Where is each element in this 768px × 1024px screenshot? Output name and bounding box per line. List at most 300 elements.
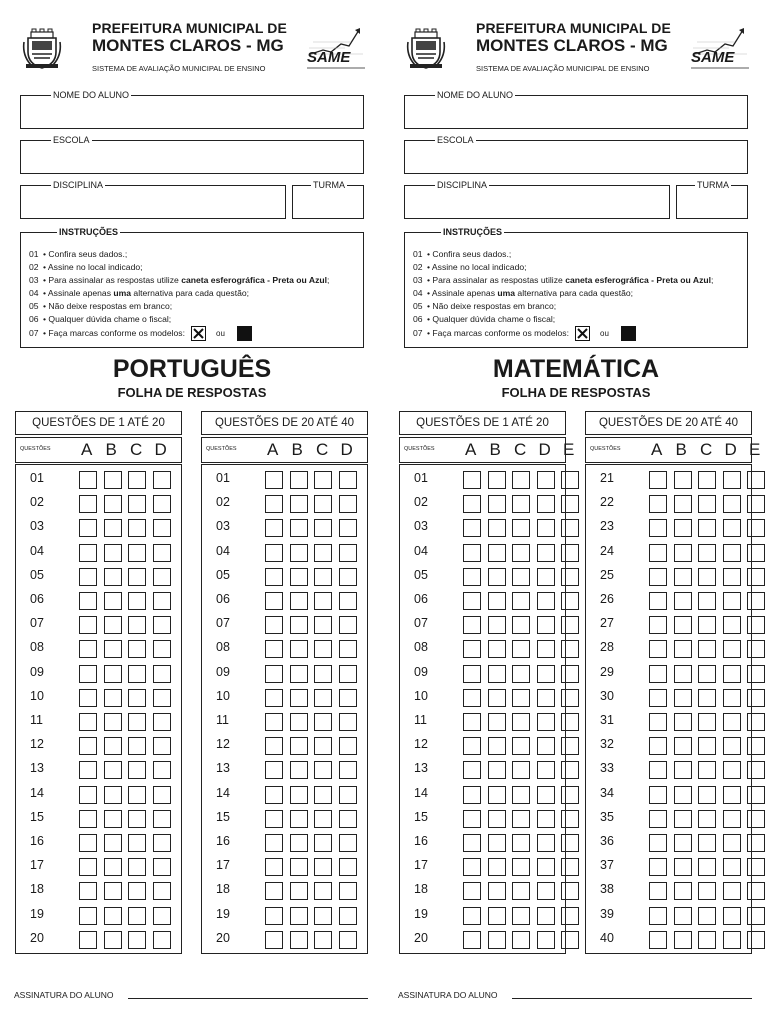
answer-bubble-a[interactable]	[463, 592, 481, 610]
answer-bubble-b[interactable]	[488, 519, 506, 537]
answer-bubble-c[interactable]	[698, 810, 716, 828]
answer-bubble-d[interactable]	[723, 834, 741, 852]
answer-bubble-e[interactable]	[747, 616, 765, 634]
answer-bubble-b[interactable]	[674, 858, 692, 876]
answer-bubble-e[interactable]	[561, 689, 579, 707]
answer-bubble-d[interactable]	[723, 568, 741, 586]
answer-bubble-e[interactable]	[747, 834, 765, 852]
answer-bubble-c[interactable]	[314, 786, 332, 804]
answer-bubble-d[interactable]	[153, 592, 171, 610]
answer-bubble-c[interactable]	[314, 640, 332, 658]
answer-bubble-c[interactable]	[698, 713, 716, 731]
answer-bubble-c[interactable]	[512, 737, 530, 755]
answer-bubble-c[interactable]	[512, 931, 530, 949]
answer-bubble-c[interactable]	[698, 737, 716, 755]
answer-bubble-a[interactable]	[649, 858, 667, 876]
answer-bubble-d[interactable]	[339, 931, 357, 949]
answer-bubble-e[interactable]	[747, 519, 765, 537]
answer-bubble-c[interactable]	[512, 761, 530, 779]
answer-bubble-d[interactable]	[537, 640, 555, 658]
answer-bubble-d[interactable]	[339, 471, 357, 489]
answer-bubble-d[interactable]	[153, 858, 171, 876]
answer-bubble-d[interactable]	[153, 544, 171, 562]
answer-bubble-a[interactable]	[79, 761, 97, 779]
answer-bubble-d[interactable]	[723, 858, 741, 876]
answer-bubble-b[interactable]	[290, 810, 308, 828]
answer-bubble-d[interactable]	[339, 665, 357, 683]
answer-bubble-b[interactable]	[290, 713, 308, 731]
answer-bubble-a[interactable]	[79, 689, 97, 707]
answer-bubble-d[interactable]	[537, 665, 555, 683]
answer-bubble-d[interactable]	[723, 495, 741, 513]
answer-bubble-a[interactable]	[463, 858, 481, 876]
answer-bubble-e[interactable]	[561, 713, 579, 731]
answer-bubble-a[interactable]	[649, 640, 667, 658]
answer-bubble-b[interactable]	[674, 592, 692, 610]
answer-bubble-a[interactable]	[649, 592, 667, 610]
school-field[interactable]	[20, 135, 364, 174]
answer-bubble-a[interactable]	[463, 471, 481, 489]
answer-bubble-b[interactable]	[290, 665, 308, 683]
answer-bubble-a[interactable]	[265, 471, 283, 489]
answer-bubble-c[interactable]	[314, 713, 332, 731]
answer-bubble-d[interactable]	[153, 786, 171, 804]
answer-bubble-b[interactable]	[674, 665, 692, 683]
answer-bubble-e[interactable]	[561, 544, 579, 562]
answer-bubble-a[interactable]	[265, 810, 283, 828]
answer-bubble-a[interactable]	[79, 568, 97, 586]
answer-bubble-a[interactable]	[463, 495, 481, 513]
answer-bubble-b[interactable]	[290, 689, 308, 707]
answer-bubble-a[interactable]	[79, 544, 97, 562]
answer-bubble-d[interactable]	[339, 882, 357, 900]
answer-bubble-a[interactable]	[463, 810, 481, 828]
answer-bubble-b[interactable]	[290, 931, 308, 949]
answer-bubble-b[interactable]	[674, 882, 692, 900]
answer-bubble-b[interactable]	[290, 640, 308, 658]
class-field[interactable]	[676, 180, 748, 219]
answer-bubble-b[interactable]	[290, 471, 308, 489]
answer-bubble-c[interactable]	[314, 810, 332, 828]
answer-bubble-a[interactable]	[463, 519, 481, 537]
answer-bubble-c[interactable]	[314, 665, 332, 683]
answer-bubble-c[interactable]	[698, 519, 716, 537]
answer-bubble-b[interactable]	[674, 737, 692, 755]
answer-bubble-e[interactable]	[747, 858, 765, 876]
answer-bubble-b[interactable]	[104, 834, 122, 852]
answer-bubble-a[interactable]	[265, 737, 283, 755]
answer-bubble-b[interactable]	[290, 737, 308, 755]
answer-bubble-d[interactable]	[153, 519, 171, 537]
answer-bubble-a[interactable]	[463, 907, 481, 925]
answer-bubble-a[interactable]	[649, 713, 667, 731]
answer-bubble-b[interactable]	[488, 689, 506, 707]
answer-bubble-c[interactable]	[698, 640, 716, 658]
answer-bubble-a[interactable]	[79, 907, 97, 925]
discipline-field[interactable]	[404, 180, 670, 219]
answer-bubble-b[interactable]	[674, 713, 692, 731]
answer-bubble-d[interactable]	[723, 471, 741, 489]
answer-bubble-d[interactable]	[339, 495, 357, 513]
answer-bubble-b[interactable]	[104, 471, 122, 489]
answer-bubble-d[interactable]	[723, 616, 741, 634]
answer-bubble-c[interactable]	[512, 907, 530, 925]
answer-bubble-c[interactable]	[512, 882, 530, 900]
answer-bubble-e[interactable]	[561, 858, 579, 876]
answer-bubble-c[interactable]	[698, 858, 716, 876]
class-field[interactable]	[292, 180, 364, 219]
answer-bubble-b[interactable]	[290, 592, 308, 610]
answer-bubble-a[interactable]	[649, 616, 667, 634]
answer-bubble-c[interactable]	[698, 689, 716, 707]
answer-bubble-b[interactable]	[488, 568, 506, 586]
answer-bubble-c[interactable]	[128, 810, 146, 828]
answer-bubble-e[interactable]	[561, 568, 579, 586]
answer-bubble-a[interactable]	[463, 616, 481, 634]
answer-bubble-c[interactable]	[128, 616, 146, 634]
answer-bubble-b[interactable]	[104, 713, 122, 731]
answer-bubble-a[interactable]	[463, 737, 481, 755]
answer-bubble-b[interactable]	[674, 810, 692, 828]
answer-bubble-a[interactable]	[79, 786, 97, 804]
answer-bubble-a[interactable]	[265, 519, 283, 537]
signature-line[interactable]	[512, 998, 752, 999]
answer-bubble-d[interactable]	[537, 471, 555, 489]
answer-bubble-b[interactable]	[290, 834, 308, 852]
answer-bubble-c[interactable]	[128, 786, 146, 804]
answer-bubble-b[interactable]	[104, 689, 122, 707]
answer-bubble-a[interactable]	[79, 858, 97, 876]
answer-bubble-c[interactable]	[698, 544, 716, 562]
answer-bubble-d[interactable]	[339, 907, 357, 925]
answer-bubble-a[interactable]	[649, 882, 667, 900]
answer-bubble-a[interactable]	[79, 519, 97, 537]
answer-bubble-a[interactable]	[79, 665, 97, 683]
answer-bubble-d[interactable]	[723, 737, 741, 755]
answer-bubble-a[interactable]	[463, 713, 481, 731]
answer-bubble-a[interactable]	[463, 665, 481, 683]
answer-bubble-a[interactable]	[649, 931, 667, 949]
answer-bubble-d[interactable]	[723, 810, 741, 828]
answer-bubble-d[interactable]	[339, 834, 357, 852]
answer-bubble-a[interactable]	[649, 568, 667, 586]
answer-bubble-c[interactable]	[512, 834, 530, 852]
answer-bubble-a[interactable]	[463, 640, 481, 658]
answer-bubble-d[interactable]	[537, 907, 555, 925]
answer-bubble-a[interactable]	[463, 834, 481, 852]
answer-bubble-b[interactable]	[104, 544, 122, 562]
answer-bubble-b[interactable]	[488, 761, 506, 779]
answer-bubble-c[interactable]	[512, 544, 530, 562]
answer-bubble-c[interactable]	[698, 616, 716, 634]
answer-bubble-e[interactable]	[561, 907, 579, 925]
answer-bubble-c[interactable]	[512, 592, 530, 610]
answer-bubble-a[interactable]	[265, 689, 283, 707]
answer-bubble-b[interactable]	[104, 907, 122, 925]
answer-bubble-d[interactable]	[339, 737, 357, 755]
answer-bubble-d[interactable]	[723, 689, 741, 707]
answer-bubble-b[interactable]	[290, 761, 308, 779]
answer-bubble-b[interactable]	[104, 810, 122, 828]
answer-bubble-b[interactable]	[104, 882, 122, 900]
answer-bubble-e[interactable]	[747, 737, 765, 755]
answer-bubble-b[interactable]	[674, 568, 692, 586]
answer-bubble-a[interactable]	[649, 544, 667, 562]
answer-bubble-d[interactable]	[339, 786, 357, 804]
answer-bubble-c[interactable]	[128, 907, 146, 925]
answer-bubble-e[interactable]	[747, 471, 765, 489]
answer-bubble-a[interactable]	[79, 810, 97, 828]
answer-bubble-c[interactable]	[314, 568, 332, 586]
answer-bubble-e[interactable]	[561, 495, 579, 513]
answer-bubble-b[interactable]	[674, 471, 692, 489]
answer-bubble-b[interactable]	[674, 931, 692, 949]
answer-bubble-b[interactable]	[488, 907, 506, 925]
answer-bubble-e[interactable]	[561, 640, 579, 658]
answer-bubble-b[interactable]	[488, 640, 506, 658]
answer-bubble-d[interactable]	[339, 713, 357, 731]
answer-bubble-e[interactable]	[561, 882, 579, 900]
answer-bubble-d[interactable]	[723, 882, 741, 900]
answer-bubble-e[interactable]	[747, 761, 765, 779]
answer-bubble-c[interactable]	[512, 665, 530, 683]
answer-bubble-c[interactable]	[128, 568, 146, 586]
answer-bubble-d[interactable]	[153, 689, 171, 707]
answer-bubble-d[interactable]	[153, 907, 171, 925]
answer-bubble-a[interactable]	[649, 907, 667, 925]
answer-bubble-b[interactable]	[488, 810, 506, 828]
answer-bubble-d[interactable]	[339, 616, 357, 634]
answer-bubble-d[interactable]	[339, 761, 357, 779]
answer-bubble-d[interactable]	[537, 616, 555, 634]
answer-bubble-c[interactable]	[698, 882, 716, 900]
answer-bubble-a[interactable]	[79, 834, 97, 852]
answer-bubble-d[interactable]	[153, 761, 171, 779]
answer-bubble-b[interactable]	[104, 616, 122, 634]
answer-bubble-b[interactable]	[488, 471, 506, 489]
answer-bubble-a[interactable]	[649, 519, 667, 537]
answer-bubble-b[interactable]	[104, 495, 122, 513]
answer-bubble-c[interactable]	[698, 931, 716, 949]
answer-bubble-a[interactable]	[649, 495, 667, 513]
answer-bubble-a[interactable]	[463, 568, 481, 586]
answer-bubble-b[interactable]	[290, 858, 308, 876]
answer-bubble-c[interactable]	[314, 761, 332, 779]
answer-bubble-a[interactable]	[265, 616, 283, 634]
answer-bubble-d[interactable]	[153, 495, 171, 513]
answer-bubble-a[interactable]	[265, 495, 283, 513]
answer-bubble-a[interactable]	[463, 544, 481, 562]
answer-bubble-d[interactable]	[339, 810, 357, 828]
answer-bubble-d[interactable]	[723, 907, 741, 925]
answer-bubble-c[interactable]	[128, 592, 146, 610]
answer-bubble-b[interactable]	[290, 616, 308, 634]
answer-bubble-d[interactable]	[723, 544, 741, 562]
answer-bubble-d[interactable]	[723, 665, 741, 683]
answer-bubble-a[interactable]	[265, 568, 283, 586]
answer-bubble-d[interactable]	[153, 471, 171, 489]
answer-bubble-b[interactable]	[488, 495, 506, 513]
answer-bubble-c[interactable]	[128, 689, 146, 707]
answer-bubble-a[interactable]	[463, 786, 481, 804]
answer-bubble-d[interactable]	[723, 931, 741, 949]
answer-bubble-e[interactable]	[747, 713, 765, 731]
answer-bubble-a[interactable]	[265, 761, 283, 779]
answer-bubble-b[interactable]	[104, 737, 122, 755]
answer-bubble-e[interactable]	[747, 810, 765, 828]
answer-bubble-c[interactable]	[698, 592, 716, 610]
answer-bubble-d[interactable]	[537, 786, 555, 804]
answer-bubble-c[interactable]	[698, 761, 716, 779]
answer-bubble-d[interactable]	[153, 616, 171, 634]
answer-bubble-b[interactable]	[290, 544, 308, 562]
answer-bubble-d[interactable]	[537, 737, 555, 755]
answer-bubble-e[interactable]	[561, 931, 579, 949]
answer-bubble-c[interactable]	[314, 689, 332, 707]
answer-bubble-a[interactable]	[265, 907, 283, 925]
answer-bubble-c[interactable]	[512, 471, 530, 489]
signature-line[interactable]	[128, 998, 368, 999]
answer-bubble-b[interactable]	[290, 786, 308, 804]
answer-bubble-e[interactable]	[747, 882, 765, 900]
answer-bubble-a[interactable]	[649, 834, 667, 852]
answer-bubble-a[interactable]	[649, 761, 667, 779]
answer-bubble-a[interactable]	[265, 882, 283, 900]
answer-bubble-d[interactable]	[153, 737, 171, 755]
answer-bubble-d[interactable]	[537, 882, 555, 900]
answer-bubble-c[interactable]	[128, 737, 146, 755]
answer-bubble-b[interactable]	[488, 665, 506, 683]
answer-bubble-d[interactable]	[723, 640, 741, 658]
answer-bubble-e[interactable]	[561, 665, 579, 683]
answer-bubble-d[interactable]	[537, 495, 555, 513]
answer-bubble-d[interactable]	[153, 882, 171, 900]
answer-bubble-d[interactable]	[537, 858, 555, 876]
answer-bubble-d[interactable]	[537, 544, 555, 562]
answer-bubble-c[interactable]	[314, 931, 332, 949]
answer-bubble-b[interactable]	[674, 544, 692, 562]
answer-bubble-d[interactable]	[339, 568, 357, 586]
answer-bubble-b[interactable]	[674, 616, 692, 634]
student-name-field[interactable]	[20, 90, 364, 129]
answer-bubble-b[interactable]	[290, 568, 308, 586]
answer-bubble-b[interactable]	[104, 640, 122, 658]
answer-bubble-a[interactable]	[649, 689, 667, 707]
answer-bubble-d[interactable]	[339, 640, 357, 658]
answer-bubble-a[interactable]	[463, 689, 481, 707]
answer-bubble-d[interactable]	[537, 761, 555, 779]
answer-bubble-d[interactable]	[339, 519, 357, 537]
answer-bubble-b[interactable]	[104, 568, 122, 586]
answer-bubble-e[interactable]	[561, 761, 579, 779]
answer-bubble-e[interactable]	[561, 810, 579, 828]
answer-bubble-c[interactable]	[128, 544, 146, 562]
school-field[interactable]	[404, 135, 748, 174]
answer-bubble-c[interactable]	[698, 471, 716, 489]
answer-bubble-b[interactable]	[488, 931, 506, 949]
answer-bubble-e[interactable]	[747, 931, 765, 949]
answer-bubble-a[interactable]	[265, 640, 283, 658]
answer-bubble-d[interactable]	[723, 761, 741, 779]
answer-bubble-c[interactable]	[314, 907, 332, 925]
answer-bubble-a[interactable]	[265, 834, 283, 852]
answer-bubble-d[interactable]	[339, 858, 357, 876]
answer-bubble-a[interactable]	[463, 761, 481, 779]
answer-bubble-c[interactable]	[128, 834, 146, 852]
answer-bubble-c[interactable]	[128, 495, 146, 513]
answer-bubble-d[interactable]	[537, 713, 555, 731]
answer-bubble-c[interactable]	[128, 471, 146, 489]
answer-bubble-a[interactable]	[649, 737, 667, 755]
answer-bubble-c[interactable]	[512, 495, 530, 513]
answer-bubble-b[interactable]	[488, 616, 506, 634]
answer-bubble-c[interactable]	[512, 689, 530, 707]
answer-bubble-b[interactable]	[488, 737, 506, 755]
answer-bubble-a[interactable]	[265, 931, 283, 949]
answer-bubble-b[interactable]	[674, 907, 692, 925]
answer-bubble-b[interactable]	[674, 786, 692, 804]
answer-bubble-d[interactable]	[723, 786, 741, 804]
answer-bubble-c[interactable]	[314, 737, 332, 755]
answer-bubble-b[interactable]	[104, 858, 122, 876]
answer-bubble-a[interactable]	[79, 592, 97, 610]
answer-bubble-e[interactable]	[747, 640, 765, 658]
answer-bubble-d[interactable]	[537, 834, 555, 852]
answer-bubble-d[interactable]	[723, 519, 741, 537]
answer-bubble-c[interactable]	[698, 834, 716, 852]
answer-bubble-c[interactable]	[128, 761, 146, 779]
answer-bubble-c[interactable]	[512, 568, 530, 586]
answer-bubble-c[interactable]	[128, 931, 146, 949]
answer-bubble-c[interactable]	[698, 907, 716, 925]
answer-bubble-a[interactable]	[79, 882, 97, 900]
answer-bubble-a[interactable]	[649, 471, 667, 489]
answer-bubble-a[interactable]	[79, 737, 97, 755]
answer-bubble-b[interactable]	[104, 665, 122, 683]
answer-bubble-e[interactable]	[747, 592, 765, 610]
answer-bubble-c[interactable]	[314, 616, 332, 634]
answer-bubble-c[interactable]	[128, 882, 146, 900]
answer-bubble-b[interactable]	[488, 786, 506, 804]
answer-bubble-e[interactable]	[561, 834, 579, 852]
answer-bubble-e[interactable]	[561, 786, 579, 804]
answer-bubble-b[interactable]	[104, 931, 122, 949]
answer-bubble-c[interactable]	[128, 519, 146, 537]
answer-bubble-c[interactable]	[512, 858, 530, 876]
answer-bubble-c[interactable]	[314, 882, 332, 900]
answer-bubble-e[interactable]	[561, 592, 579, 610]
answer-bubble-e[interactable]	[747, 568, 765, 586]
answer-bubble-b[interactable]	[290, 907, 308, 925]
answer-bubble-a[interactable]	[79, 616, 97, 634]
answer-bubble-d[interactable]	[153, 665, 171, 683]
answer-bubble-c[interactable]	[128, 640, 146, 658]
answer-bubble-d[interactable]	[723, 713, 741, 731]
answer-bubble-c[interactable]	[314, 592, 332, 610]
answer-bubble-c[interactable]	[314, 495, 332, 513]
answer-bubble-a[interactable]	[265, 858, 283, 876]
answer-bubble-a[interactable]	[463, 931, 481, 949]
answer-bubble-a[interactable]	[79, 931, 97, 949]
answer-bubble-e[interactable]	[747, 544, 765, 562]
answer-bubble-d[interactable]	[339, 544, 357, 562]
answer-bubble-c[interactable]	[512, 786, 530, 804]
answer-bubble-c[interactable]	[512, 810, 530, 828]
answer-bubble-d[interactable]	[153, 568, 171, 586]
answer-bubble-b[interactable]	[290, 519, 308, 537]
answer-bubble-d[interactable]	[537, 592, 555, 610]
answer-bubble-a[interactable]	[463, 882, 481, 900]
